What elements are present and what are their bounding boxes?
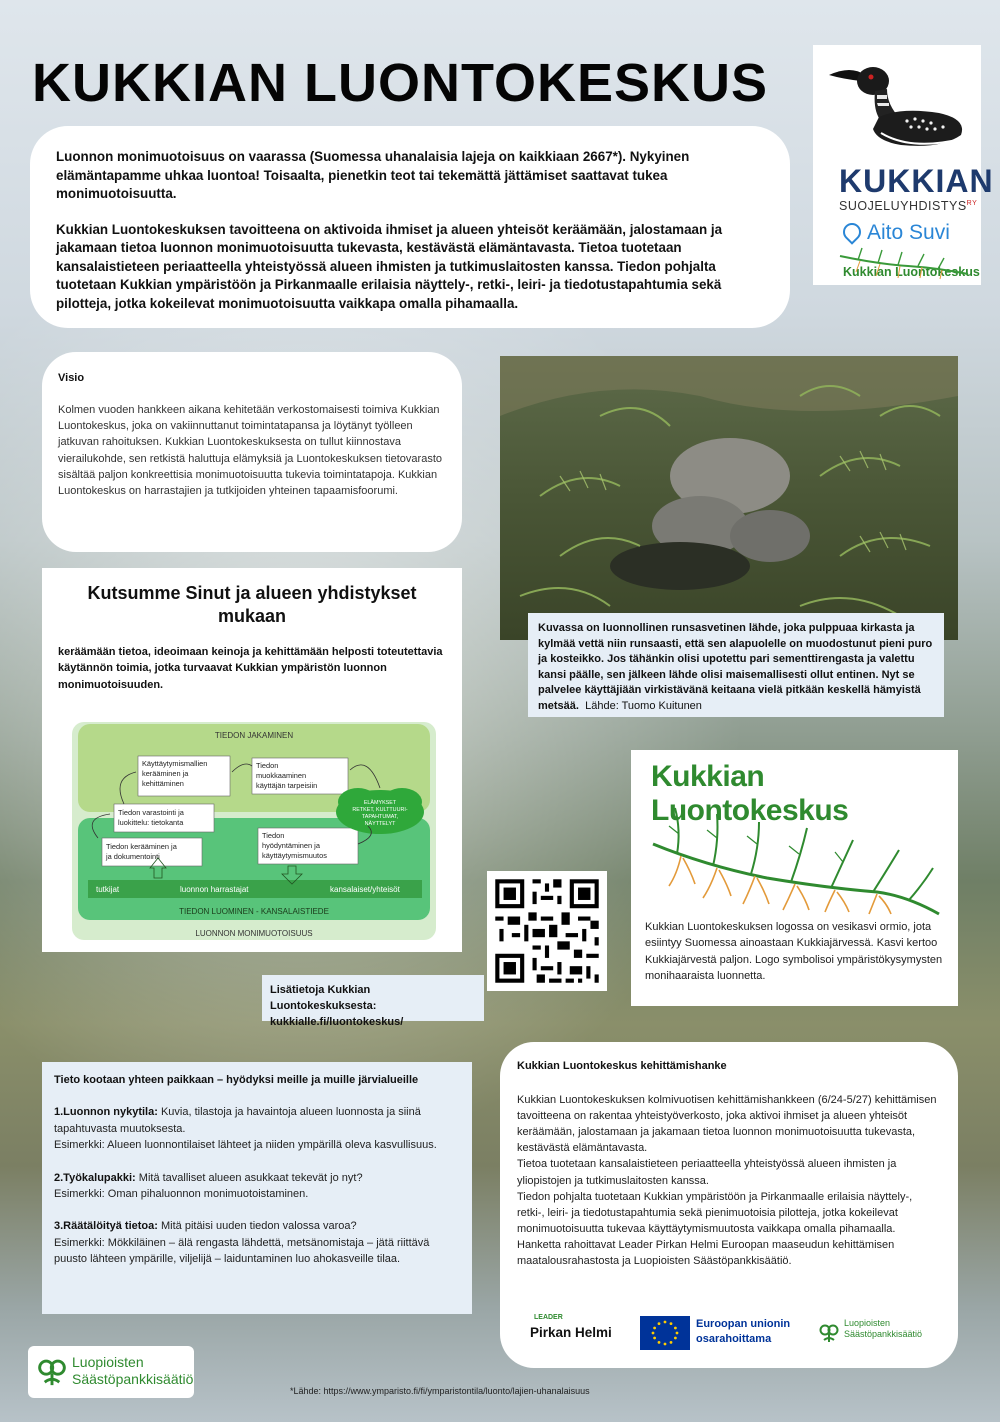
svg-text:Tiedonmuokkaaminenkäyttäjän ta: Tiedon muokkaaminen käyttäjän tarpeisiin [256, 761, 318, 790]
luontokeskus-logo-title: Kukkian Luontokeskus [651, 760, 849, 827]
svg-text:Tiedonhyödyntäminen jakäyttäyt: Tiedon hyödyntäminen ja käyttäytymismuutos [262, 831, 327, 860]
clover-icon [36, 1356, 68, 1388]
suojeluyhdistys-logo-text: $SUOJELUYHDISTYS^{RY}$ [839, 199, 978, 213]
more-info-box [262, 975, 484, 1028]
eu-flag-icon [640, 1316, 690, 1350]
vision-card [42, 352, 462, 552]
luopioisten-big-logo: Luopioisten Säästöpankkisäätiö [28, 1346, 194, 1398]
svg-text:Tiedon varastointi jaluokittel: Tiedon varastointi ja luokittelu: tietokanta [118, 808, 184, 827]
ormio-plant-small-icon [838, 244, 970, 280]
knowledge-collection-card [42, 1062, 472, 1314]
invitation-text: keräämään tietoa, ideoimaan keinoja ja kehittämään helposti toteutettavia käytännön toimia, jotka turvaavat Kukkian ympäristön luonnon monimuotoisuuden. [58, 646, 443, 691]
leader-pirkan-helmi-logo: LEADER Pirkan Helmi [530, 1314, 612, 1340]
development-paragraph-3: Tiedon pohjalta tuotetaan Kukkian ympäristöön ja Pirkanmaalle erilaisia näyttely-, retki-, leiri- ja tiedotustapahtumia sekä pienimuotoisia pilotteja, jotka kokeilevat monimuotoisuutta tukevaa käyttäytymismuutosta vaikkapa omalla pihamaalla. [517, 1190, 913, 1235]
luontokeskus-logo-card [631, 750, 958, 1006]
qr-code[interactable] [487, 871, 607, 991]
qr-code-icon [487, 871, 607, 991]
vision-title: Visio [58, 372, 85, 384]
ormio-plant-icon [647, 804, 947, 916]
kukkian-logo-text: KUKKIAN [839, 163, 994, 199]
development-paragraph-4: Hanketta rahoittavat Leader Pirkan Helmi Euroopan maaseudun kehittämisen maatalousrahastosta ja Luopioisten Säästöpankkisäätiö. [517, 1238, 895, 1268]
actor-hobbyists: luonnon harrastajat [180, 885, 249, 894]
development-paragraph-1: Kukkian Luontokeskuksen kolmivuotisen kehittämishankkeen (6/24-5/27) kehittämisen tavoitteena on rakentaa yhteistyöverkosto, joka aktivoi ihmiset ja alueen yhteisöt keräämään, jalostamaan ja jakamaan tietoa luonnon monimuotoisuutta tukevasta, kestävästä elämäntavasta. [517, 1094, 937, 1155]
photo-source: Lähde: Tuomo Kuitunen [585, 699, 702, 712]
list-item: 3.Räätälöityä tietoa: Mitä pitäisi uuden tiedon valossa varoa? Esimerkki: Mökkiläinen – älä rengasta lähdettä, metsänomistaja – jätä riittävä puusto lähteen ympärille, viljelijä – laiduntaminen luo ahokasveille tilaa. [54, 1220, 430, 1266]
intro-paragraph-2: Kukkian Luontokeskuksen tavoitteena on aktivoida ihmiset ja alueen yhteisöt keräämään, jalostamaan ja jakamaan tietoa luonnon monimuotoisuutta tukevasta, kestävästä elämäntavasta. Tietoa tuotetaan kansalaistieteen periaatteella yhteistyössä alueen ihmisten ja tutkimuslaitosten kanssa. Tiedon pohjalta tuotetaan Kukkian ympäristöön ja Pirkanmaalle erilaisia näyttely-, retki-, leiri- ja tiedotustapahtumia sekä pilotteja, jotka kokeilevat monimuotoisuutta vaikkapa omalla pihamaalla. [56, 221, 723, 311]
list-item: 1.Luonnon nykytila: Kuvia, tilastoja ja havaintoja alueen luonnosta ja siinä tapahtuvasta muutoksesta. Esimerkki: Alueen luonnontilaiset lähteet ja niiden ympärillä oleva kasvullisuus. [54, 1106, 437, 1152]
development-project-title: Kukkian Luontokeskus kehittämishanke [517, 1060, 727, 1072]
box-store [114, 804, 214, 832]
loon-bird-icon [821, 55, 971, 155]
eu-cofunded-logo: Euroopan unionin osarahoittama [640, 1316, 800, 1350]
experiences-cloud [336, 788, 424, 834]
biodiversity-band-label: LUONNON MONIMUOTOISUUS [195, 929, 313, 938]
source-footnote: *Lähde: https://www.ymparisto.fi/fi/ymparistontila/luonto/lajien-uhanalaisuus [290, 1386, 590, 1396]
box-use [258, 828, 358, 864]
luopioisten-small-logo: Luopioisten Säästöpankkisäätiö [818, 1318, 922, 1340]
box-edit [252, 758, 348, 794]
list-item: 2.Työkalupakki: Mitä tavalliset alueen asukkaat tekevät jo nyt? Esimerkki: Oman pihaluonnon monimuotoistaminen. [54, 1171, 363, 1201]
water-drop-icon [839, 219, 864, 244]
spring-photo [500, 356, 958, 640]
vision-text: Kolmen vuoden hankkeen aikana kehitetään verkostomaisesti toimiva Kukkian Luontokeskus, joka on vakiinnuttanut toimintatapansa ja löytänyt työlleen jatkuvan rahoituksen. Kukkian Luontokeskuksesta on tullut kiinnostava vierailukohde, sen retkistä haluttuja elämyksiä ja Luontokeskuksen tietovarasto sisältää paljon konkreettisia monimuotoisuutta tukevia toimintatapoja. Kukkian Luontokeskus on harrastajien ja tutkijoiden yhteinen tapaamisfoorumi. [58, 404, 442, 498]
photo-caption: Kuvassa on luonnollinen runsasvetinen lähde, joka pulppuaa kirkasta ja kylmää vettä niin runsaasti, että sen alapuolelle on muodostunut pieni puro ja kosteikko. Jos tähänkin olisi upotettu pari sementtirengasta ja valettu kansi päälle, sen jälkeen lähde olisi maisemallisesti ollut entinen. Nyt se palvelee käyttäjiään virkistävänä keitaana vielä pitkään keskellä hämyistä metsää. Lähde: Tuomo Kuitunen [528, 613, 944, 717]
luontokeskus-small-logo-text: Kukkian Luontokeskus [843, 265, 980, 279]
svg-text:ELÄMYKSETRETKET, KULTTUURI-TAP: ELÄMYKSET RETKET, KULTTUURI-TAPAHTUMAT, NÄYTTELYT [352, 800, 408, 827]
development-paragraph-2: Tietoa tuotetaan kansalaistieteen periaatteella yhteistyössä alueen ihmisten ja yliopistojen ja tutkimuslaitosten kanssa. [517, 1158, 897, 1187]
svg-text:Tiedon kerääminen jaja dokumen: Tiedon kerääminen ja ja dokumentointi [106, 842, 177, 861]
poster-title: KUKKIAN LUONTOKESKUS [32, 53, 769, 113]
knowledge-cycle-diagram [68, 718, 440, 944]
intro-card [30, 126, 790, 328]
svg-text:Käyttäytymismallienkerääminen: Käyttäytymismallien kerääminen ja kehittäminen [142, 759, 208, 788]
box-collect [102, 838, 202, 866]
box-collect-models [138, 756, 230, 796]
creation-band-label: TIEDON LUOMINEN - KANSALAISTIEDE [179, 907, 329, 916]
luontokeskus-logo-description: Kukkian Luontokeskuksen logossa on vesikasvi ormio, jota esiintyy Suomessa ainoastaan Kukkiajärvessä. Kasvi kertoo Kukkiajärvestä paljon. Logo symbolisoi ympäristökysymysten monihaaraista luonnetta. [645, 921, 943, 983]
invitation-title: Kutsumme Sinut ja alueen yhdistykset mukaan [87, 583, 417, 626]
more-info-link[interactable]: kukkialle.fi/luontokeskus/ [270, 1016, 404, 1028]
actor-citizens: kansalaiset/yhteisöt [330, 885, 400, 894]
knowledge-collection-title: Tieto kootaan yhteen paikkaan – hyödyksi meille ja muille järvialueille [54, 1074, 419, 1086]
clover-icon [818, 1322, 840, 1344]
intro-paragraph-1: Luonnon monimuotoisuus on vaarassa (Suomessa uhanalaisia lajeja on kaikkiaan 2667*). Nykyinen elämäntapamme uhkaa luontoa! Toisaalta, pienetkin teot tai tekemättä jättämiset saattavat tukea monimuotoisuutta. [56, 149, 690, 201]
sharing-band-label: TIEDON JAKAMINEN [214, 731, 294, 740]
actor-researchers: tutkijat [96, 885, 120, 894]
aito-suvi-logo: Aito Suvi [843, 221, 950, 245]
more-info-label: Lisätietoja Kukkian Luontokeskuksesta: [270, 984, 377, 1012]
